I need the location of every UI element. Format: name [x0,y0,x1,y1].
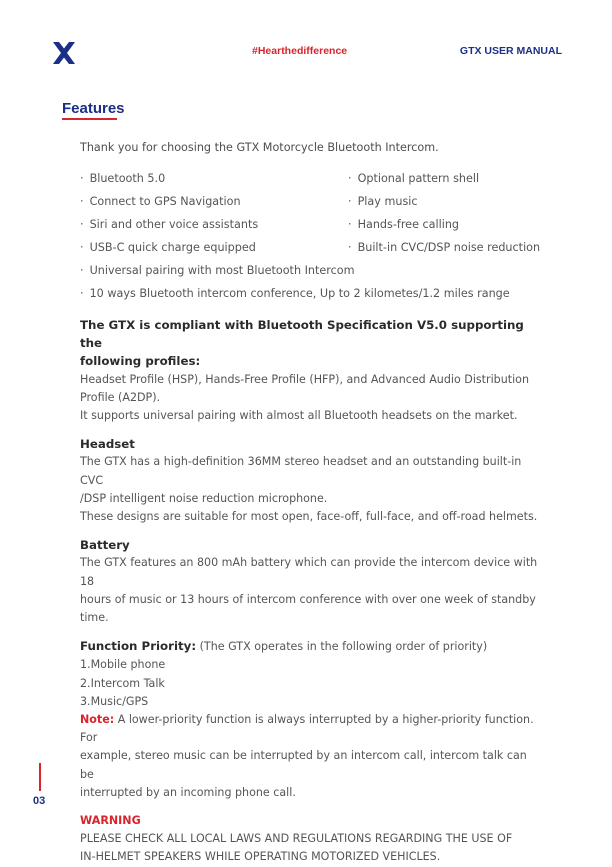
feature-item: · Universal pairing with most Bluetooth Intercom [80,264,355,277]
page-marker-line [39,763,41,791]
title-underline [62,118,117,120]
battery-line: hours of music or 13 hours of intercom conference with over one week of standby time. [80,592,536,625]
battery-line: The GTX features an 800 mAh battery which can provide the intercom device with 18 [80,556,538,588]
headset-line: These designs are suitable for most open, face-off, full-face, and off-road helmets. [80,510,538,524]
section-title: Features [62,100,125,117]
compliance-line: It supports universal pairing with almost all Bluetooth headsets on the market. [80,409,518,423]
headset-line: The GTX has a high-definition 36MM stereo headset and an outstanding built-in CVC [80,455,522,487]
feature-item: · Optional pattern shell [348,172,480,185]
headset-heading: Headset [80,437,135,452]
priority-item: 2.Intercom Talk [80,676,165,690]
header-hashtag: #Hearthedifference [252,45,348,57]
feature-item: · 10 ways Bluetooth intercom conference, Up to 2 kilometes/1.2 miles range [80,287,510,300]
priority-note-line: example, stereo music can be interrupted by an intercom call, intercom talk can be [80,749,527,781]
warning-heading: WARNING [80,814,141,828]
warning-line: PLEASE CHECK ALL LOCAL LAWS AND REGULATIONS REGARDING THE USE OF [80,832,513,846]
brand-logo-icon [51,40,77,66]
feature-item: · Bluetooth 5.0 [80,172,166,185]
priority-note: Note: A lower-priority function is always interrupted by a higher-priority function. For [80,713,534,745]
feature-item: · USB-C quick charge equipped [80,241,256,254]
priority-item: 3.Music/GPS [80,694,149,708]
priority-note-line: interrupted by an incoming phone call. [80,785,296,799]
headset-line: /DSP intelligent noise reduction microphone. [80,491,328,505]
compliance-heading: The GTX is compliant with Bluetooth Specification V5.0 supporting the following profiles: [80,318,524,369]
compliance-line: Profile (A2DP). [80,390,161,404]
feature-item: · Connect to GPS Navigation [80,195,241,208]
main-content [80,316,540,867]
priority-item: 1.Mobile phone [80,658,166,672]
priority-heading: Function Priority: (The GTX operates in the following order of priority) [80,639,488,654]
intro-text: Thank you for choosing the GTX Motorcycle Bluetooth Intercom. [80,141,439,154]
battery-heading: Battery [80,538,130,553]
feature-item: · Play music [348,195,418,208]
feature-item: · Hands-free calling [348,218,460,231]
feature-item: · Siri and other voice assistants [80,218,259,231]
header-manual-title: GTX USER MANUAL [459,45,562,57]
feature-item: · Built-in CVC/DSP noise reduction [348,241,541,254]
compliance-line: Headset Profile (HSP), Hands-Free Profile (HFP), and Advanced Audio Distribution [80,372,529,386]
warning-line: IN-HELMET SPEAKERS WHILE OPERATING MOTORIZED VEHICLES. [80,850,441,864]
page-number: 03 [33,795,46,807]
